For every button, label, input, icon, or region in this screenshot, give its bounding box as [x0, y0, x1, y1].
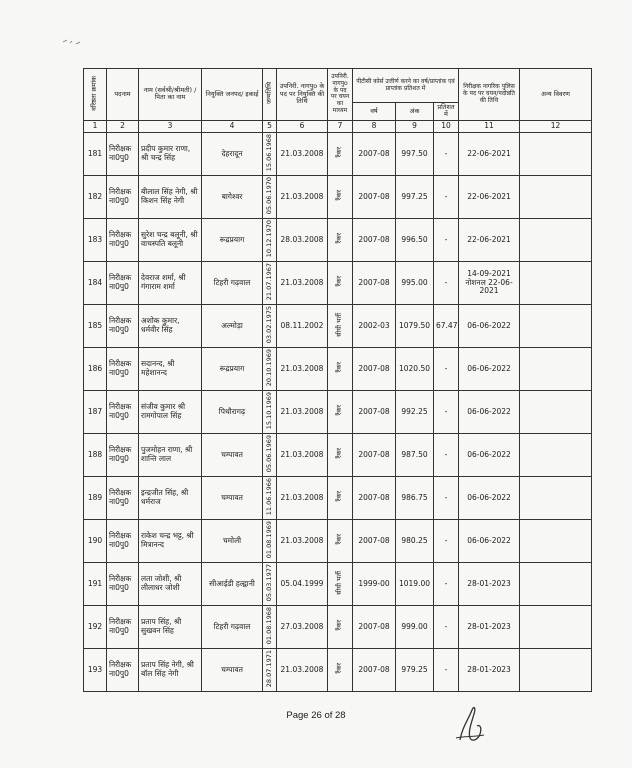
- cell-unit: रूद्रप्रयाग: [202, 347, 263, 390]
- selection-mode-text: रैंकर: [335, 491, 344, 502]
- cell-marks: 992.25: [396, 390, 434, 433]
- cell-selection-mode: [328, 476, 353, 519]
- dob-text: 21.07.1967: [264, 263, 273, 301]
- cell-selection-mode: [328, 304, 353, 347]
- cell-sn: 182: [84, 175, 107, 218]
- header-unit: नियुक्ति जनपद/ इकाई: [202, 69, 263, 121]
- cell-post: निरीक्षक ना0पु0: [107, 605, 139, 648]
- cell-ptc-year: 2007-08: [353, 433, 396, 476]
- cell-percent: -: [434, 175, 459, 218]
- cell-sn: 192: [84, 605, 107, 648]
- table-row: [84, 605, 592, 648]
- header-seniority: वरिष्ठता क्रमांक: [84, 69, 107, 121]
- selection-mode-text: रैंकर: [335, 534, 344, 545]
- col-number: 12: [520, 120, 592, 132]
- cell-appointment-date: 21.03.2008: [277, 175, 328, 218]
- cell-sn: 193: [84, 648, 107, 691]
- selection-mode-text: रैंकर: [335, 620, 344, 631]
- cell-ptc-year: 1999-00: [353, 562, 396, 605]
- col-number: 7: [328, 120, 353, 132]
- cell-marks: 997.25: [396, 175, 434, 218]
- cell-name: प्रदीप कुमार राणा, श्री चन्द्र सिंह: [139, 132, 202, 175]
- cell-other-details: [520, 476, 592, 519]
- cell-appointment-date: 21.03.2008: [277, 132, 328, 175]
- cell-other-details: [520, 261, 592, 304]
- cell-marks: 986.75: [396, 476, 434, 519]
- cell-marks: 980.25: [396, 519, 434, 562]
- dob-text: 05.03.1977: [264, 564, 273, 602]
- cell-percent: -: [434, 218, 459, 261]
- col-number: 5: [263, 120, 277, 132]
- header-promotion-date: निरीक्षक नागरिक पुलिस के पद पर चयन/पदोन्नति की तिथि: [459, 69, 520, 121]
- col-number: 10: [434, 120, 459, 132]
- cell-dob: [263, 175, 277, 218]
- cell-unit: देहरादून: [202, 132, 263, 175]
- cell-appointment-date: 28.03.2008: [277, 218, 328, 261]
- cell-post: निरीक्षक ना0पु0: [107, 304, 139, 347]
- cell-other-details: [520, 433, 592, 476]
- table-row: [84, 519, 592, 562]
- cell-dob: [263, 390, 277, 433]
- cell-ptc-year: 2007-08: [353, 347, 396, 390]
- cell-selection-mode: [328, 390, 353, 433]
- cell-appointment-date: 21.03.2008: [277, 433, 328, 476]
- cell-ptc-year: 2007-08: [353, 175, 396, 218]
- cell-post: निरीक्षक ना0पु0: [107, 175, 139, 218]
- table-row: [84, 562, 592, 605]
- header-marks: अंक: [396, 103, 434, 121]
- dob-text: 15.06.1968: [264, 134, 273, 172]
- cell-sn: 185: [84, 304, 107, 347]
- selection-mode-text: सीधी भर्ती: [335, 312, 344, 337]
- cell-ptc-year: 2007-08: [353, 132, 396, 175]
- cell-dob: [263, 648, 277, 691]
- cell-promotion-date: 22-06-2021: [459, 132, 520, 175]
- table-row: [84, 132, 592, 175]
- selection-mode-text: रैंकर: [335, 362, 344, 373]
- signature-icon: [450, 700, 490, 745]
- table-row: [84, 218, 592, 261]
- dob-text: 03.02.1975: [264, 306, 273, 344]
- cell-percent: 67.47: [434, 304, 459, 347]
- table-row: [84, 390, 592, 433]
- cell-other-details: [520, 132, 592, 175]
- cell-other-details: [520, 605, 592, 648]
- cell-selection-mode: [328, 605, 353, 648]
- header-name: नाम (सर्वश्री/श्रीमती) /पिता का नाम: [139, 69, 202, 121]
- cell-marks: 1020.50: [396, 347, 434, 390]
- cell-unit: रूद्रप्रयाग: [202, 218, 263, 261]
- cell-percent: -: [434, 562, 459, 605]
- cell-ptc-year: 2007-08: [353, 261, 396, 304]
- cell-unit: चम्पावत: [202, 433, 263, 476]
- col-number: 6: [277, 120, 328, 132]
- cell-promotion-date: 06-06-2022: [459, 390, 520, 433]
- dob-text: 05.06.1969: [264, 435, 273, 473]
- selection-mode-text: रैंकर: [335, 190, 344, 201]
- cell-name: प्रताप सिंह नेगी, श्री बॉल सिंह नेगी: [139, 648, 202, 691]
- cell-name: देवराज शर्मा, श्री गंगाराम शर्मा: [139, 261, 202, 304]
- cell-promotion-date: 06-06-2022: [459, 519, 520, 562]
- cell-unit: सीआईडी हल्द्वानी: [202, 562, 263, 605]
- table-row: [84, 175, 592, 218]
- dob-text: 28.07.1971: [264, 650, 273, 688]
- dob-text: 11.06.1966: [264, 478, 273, 516]
- cell-dob: [263, 132, 277, 175]
- cell-name: अशोक कुमार, धर्मवीर सिंह: [139, 304, 202, 347]
- cell-promotion-date: 06-06-2022: [459, 433, 520, 476]
- cell-post: निरीक्षक ना0पु0: [107, 390, 139, 433]
- table-body: [84, 132, 592, 691]
- dob-text: 20.10.1969: [264, 349, 273, 387]
- cell-post: निरीक्षक ना0पु0: [107, 433, 139, 476]
- header-row: [84, 69, 592, 103]
- cell-percent: -: [434, 390, 459, 433]
- cell-ptc-year: 2007-08: [353, 519, 396, 562]
- cell-sn: 188: [84, 433, 107, 476]
- cell-name: लता जोशी, श्री लीलाधर जोशी: [139, 562, 202, 605]
- cell-promotion-date: 06-06-2022: [459, 476, 520, 519]
- cell-marks: 979.25: [396, 648, 434, 691]
- cell-percent: -: [434, 433, 459, 476]
- table-row: [84, 261, 592, 304]
- scan-mark: [62, 38, 82, 46]
- cell-post: निरीक्षक ना0पु0: [107, 132, 139, 175]
- col-number: 9: [396, 120, 434, 132]
- cell-other-details: [520, 304, 592, 347]
- seniority-table: [83, 68, 592, 692]
- cell-other-details: [520, 519, 592, 562]
- cell-sn: 181: [84, 132, 107, 175]
- cell-appointment-date: 21.03.2008: [277, 261, 328, 304]
- header-selection-mode: उपनिरी. नागपुo के पद पर चयन का माध्यम: [328, 69, 353, 121]
- cell-other-details: [520, 390, 592, 433]
- cell-dob: [263, 218, 277, 261]
- cell-unit: बागेश्वर: [202, 175, 263, 218]
- cell-unit: चम्पावत: [202, 476, 263, 519]
- cell-selection-mode: [328, 175, 353, 218]
- cell-name: प्रताप सिंह, श्री सुखवन सिंह: [139, 605, 202, 648]
- cell-percent: -: [434, 476, 459, 519]
- cell-post: निरीक्षक ना0पु0: [107, 218, 139, 261]
- cell-percent: -: [434, 261, 459, 304]
- cell-dob: [263, 562, 277, 605]
- cell-appointment-date: 27.03.2008: [277, 605, 328, 648]
- cell-dob: [263, 519, 277, 562]
- cell-post: निरीक्षक ना0पु0: [107, 347, 139, 390]
- cell-other-details: [520, 218, 592, 261]
- cell-name: पुजमोहन राणा, श्री शान्ति लाल: [139, 433, 202, 476]
- cell-promotion-date: 14-09-2021 नोशनल 22-06-2021: [459, 261, 520, 304]
- cell-promotion-date: 22-06-2021: [459, 175, 520, 218]
- cell-selection-mode: [328, 519, 353, 562]
- cell-other-details: [520, 175, 592, 218]
- cell-percent: -: [434, 648, 459, 691]
- cell-other-details: [520, 347, 592, 390]
- cell-marks: 987.50: [396, 433, 434, 476]
- cell-unit: चम्पावत: [202, 648, 263, 691]
- cell-appointment-date: 21.03.2008: [277, 648, 328, 691]
- dob-text: 05.06.1970: [264, 177, 273, 215]
- cell-appointment-date: 21.03.2008: [277, 347, 328, 390]
- cell-marks: 997.50: [396, 132, 434, 175]
- cell-promotion-date: 22-06-2021: [459, 218, 520, 261]
- cell-selection-mode: [328, 433, 353, 476]
- cell-dob: [263, 476, 277, 519]
- table-row: [84, 648, 592, 691]
- header-percent: प्रतिशत में: [434, 103, 459, 121]
- cell-selection-mode: [328, 218, 353, 261]
- cell-percent: -: [434, 519, 459, 562]
- cell-promotion-date: 28-01-2023: [459, 648, 520, 691]
- dob-text: 10.12.1970: [264, 220, 273, 258]
- col-number: 3: [139, 120, 202, 132]
- cell-dob: [263, 605, 277, 648]
- cell-dob: [263, 433, 277, 476]
- cell-sn: 187: [84, 390, 107, 433]
- cell-promotion-date: 28-01-2023: [459, 605, 520, 648]
- cell-ptc-year: 2002-03: [353, 304, 396, 347]
- cell-appointment-date: 21.03.2008: [277, 519, 328, 562]
- cell-marks: 1019.00: [396, 562, 434, 605]
- cell-ptc-year: 2007-08: [353, 390, 396, 433]
- cell-post: निरीक्षक ना0पु0: [107, 562, 139, 605]
- cell-name: संजीव कुमार श्री रामगोपाल सिंह: [139, 390, 202, 433]
- cell-promotion-date: 28-01-2023: [459, 562, 520, 605]
- dob-text: 15.10.1969: [264, 392, 273, 430]
- cell-selection-mode: [328, 347, 353, 390]
- column-number-row: [84, 120, 592, 132]
- selection-mode-text: रैंकर: [335, 147, 344, 158]
- header-appointment-date: उपनिरी. नागपुo के पद पर नियुक्ति की तिथि: [277, 69, 328, 121]
- cell-dob: [263, 347, 277, 390]
- cell-marks: 995.00: [396, 261, 434, 304]
- table-row: [84, 476, 592, 519]
- table-row: [84, 433, 592, 476]
- cell-ptc-year: 2007-08: [353, 648, 396, 691]
- cell-marks: 996.50: [396, 218, 434, 261]
- selection-mode-text: सीधी भर्ती: [335, 570, 344, 595]
- cell-dob: [263, 261, 277, 304]
- cell-other-details: [520, 562, 592, 605]
- cell-sn: 190: [84, 519, 107, 562]
- cell-appointment-date: 21.03.2008: [277, 390, 328, 433]
- cell-selection-mode: [328, 562, 353, 605]
- cell-name: इन्द्रजीत सिंह, श्री धर्मराज: [139, 476, 202, 519]
- cell-unit: पिथौरागढ़: [202, 390, 263, 433]
- cell-ptc-year: 2007-08: [353, 476, 396, 519]
- cell-sn: 184: [84, 261, 107, 304]
- cell-percent: -: [434, 132, 459, 175]
- header-ptc-course: पीटीसी कोर्स उत्तीर्ण करने का वर्ष/प्राप्तांक एवं प्राप्तांक प्रतिशत में: [353, 69, 459, 103]
- cell-marks: 1079.50: [396, 304, 434, 347]
- cell-appointment-date: 05.04.1999: [277, 562, 328, 605]
- cell-percent: -: [434, 347, 459, 390]
- selection-mode-text: रैंकर: [335, 448, 344, 459]
- cell-selection-mode: [328, 261, 353, 304]
- table-row: [84, 304, 592, 347]
- cell-percent: -: [434, 605, 459, 648]
- cell-name: राकेश चन्द्र भट्ट, श्री मित्रानन्द: [139, 519, 202, 562]
- cell-selection-mode: [328, 132, 353, 175]
- dob-text: 01.08.1969: [264, 521, 273, 559]
- selection-mode-text: रैंकर: [335, 405, 344, 416]
- cell-sn: 186: [84, 347, 107, 390]
- col-number: 11: [459, 120, 520, 132]
- col-number: 4: [202, 120, 263, 132]
- header-other-details: अन्य विवरण: [520, 69, 592, 121]
- table-row: [84, 347, 592, 390]
- dob-text: 01.08.1968: [264, 607, 273, 645]
- col-number: 8: [353, 120, 396, 132]
- cell-sn: 183: [84, 218, 107, 261]
- cell-selection-mode: [328, 648, 353, 691]
- cell-promotion-date: 06-06-2022: [459, 304, 520, 347]
- cell-unit: चमोली: [202, 519, 263, 562]
- cell-other-details: [520, 648, 592, 691]
- header-year: वर्ष: [353, 103, 396, 121]
- cell-name: बीलाल सिंह नेगी, श्री किशन सिंह नेगी: [139, 175, 202, 218]
- selection-mode-text: रैंकर: [335, 276, 344, 287]
- cell-ptc-year: 2007-08: [353, 218, 396, 261]
- cell-post: निरीक्षक ना0पु0: [107, 519, 139, 562]
- col-number: 2: [107, 120, 139, 132]
- cell-promotion-date: 06-06-2022: [459, 347, 520, 390]
- selection-mode-text: रैंकर: [335, 233, 344, 244]
- cell-name: सुरेश चन्द्र बलूनी, श्री वाचस्पति बलूनी: [139, 218, 202, 261]
- cell-unit: टिहरी गढ़वाल: [202, 261, 263, 304]
- cell-unit: अल्मोड़ा: [202, 304, 263, 347]
- cell-post: निरीक्षक ना0पु0: [107, 261, 139, 304]
- cell-name: सदानन्द, श्री महेशानन्द: [139, 347, 202, 390]
- cell-post: निरीक्षक ना0पु0: [107, 648, 139, 691]
- cell-unit: टिहरी गढ़वाल: [202, 605, 263, 648]
- cell-ptc-year: 2007-08: [353, 605, 396, 648]
- page-number: Page 26 of 28: [286, 710, 346, 721]
- cell-appointment-date: 21.03.2008: [277, 476, 328, 519]
- header-post: पदनाम: [107, 69, 139, 121]
- cell-post: निरीक्षक ना0पु0: [107, 476, 139, 519]
- cell-marks: 999.00: [396, 605, 434, 648]
- cell-dob: [263, 304, 277, 347]
- cell-sn: 189: [84, 476, 107, 519]
- col-number: 1: [84, 120, 107, 132]
- selection-mode-text: रैंकर: [335, 663, 344, 674]
- cell-appointment-date: 08.11.2002: [277, 304, 328, 347]
- cell-sn: 191: [84, 562, 107, 605]
- header-dob: जन्मतिथि: [263, 69, 277, 121]
